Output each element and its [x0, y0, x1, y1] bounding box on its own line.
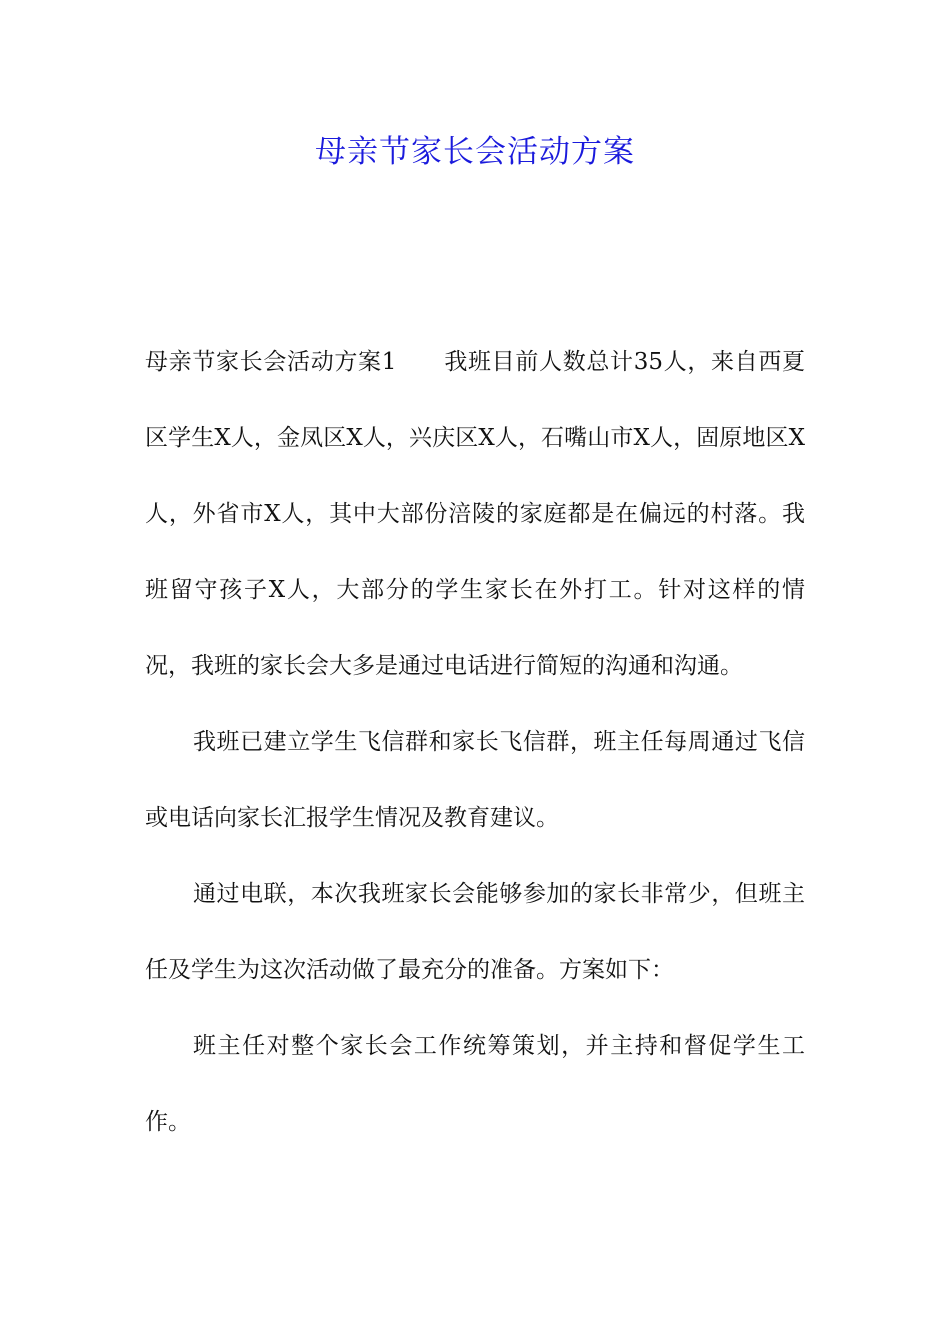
document-body	[145, 324, 805, 1160]
paragraph-teacher-role: 班主任对整个家长会工作统筹策划，并主持和督促学生工作。	[145, 1033, 805, 1135]
paragraph-preparation: 通过电联，本次我班家长会能够参加的家长非常少，但班主任及学生为这次活动做了最充分的准备。方案如下：	[145, 881, 805, 983]
paragraph-intro: 母亲节家长会活动方案1 我班目前人数总计35人，来自西夏区学生X人，金凤区X人，兴庆区X人，石嘴山市X人，固原地区X人，外省市X人，其中大部份涪陵的家庭都是在偏远的村落。我班留守孩子X人，大部分的学生家长在外打工。针对这样的情况，我班的家长会大多是通过电话进行简短的沟通和沟通。	[145, 349, 805, 679]
paragraph-feixin-group: 我班已建立学生飞信群和家长飞信群，班主任每周通过飞信或电话向家长汇报学生情况及教育建议。	[145, 729, 805, 831]
document-title: 母亲节家长会活动方案	[315, 134, 635, 170]
